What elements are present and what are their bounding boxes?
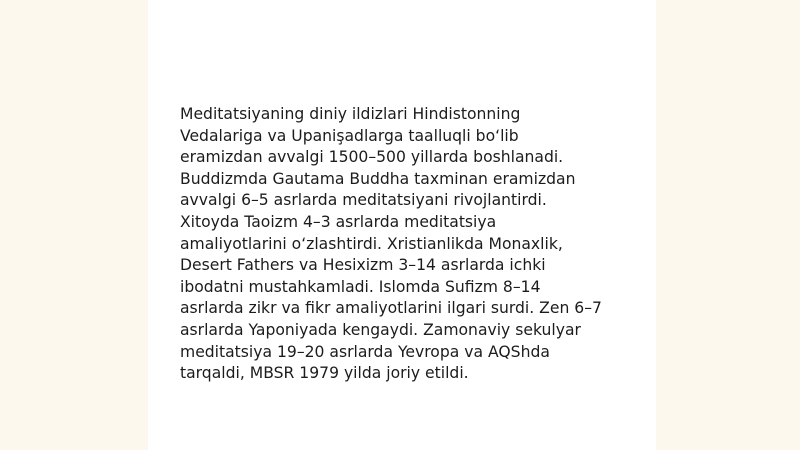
paragraph-line: Buddizmda Gautama Buddha taxminan eramizdan <box>180 169 576 188</box>
paragraph-line: Xitoyda Taoizm 4–3 asrlarda meditatsiya <box>180 212 497 231</box>
paragraph-line: meditatsiya 19–20 asrlarda Yevropa va AQShda <box>180 342 550 361</box>
body-paragraph <box>180 104 640 385</box>
paragraph-line: avvalgi 6–5 asrlarda meditatsiyani rivojlantirdi. <box>180 191 547 210</box>
paragraph-line: Vedalariga va Upanişadlarga taalluqli bo‘lib <box>180 126 519 145</box>
paragraph-line: eramizdan avvalgi 1500–500 yillarda boshlanadi. <box>180 148 564 167</box>
document-page <box>148 0 656 450</box>
paragraph-line: ibodatni mustahkamladi. Islomda Sufizm 8–14 <box>180 277 541 296</box>
paragraph-line: tarqaldi, MBSR 1979 yilda joriy etildi. <box>180 364 469 383</box>
paragraph-line: asrlarda Yaponiyada kengaydi. Zamonaviy sekulyar <box>180 320 581 339</box>
paragraph-line: Desert Fathers va Hesixizm 3–14 asrlarda ichki <box>180 256 546 275</box>
paragraph-line: Meditatsiyaning diniy ildizlari Hindistonning <box>180 105 521 123</box>
paragraph-line: asrlarda zikr va fikr amaliyotlarini ilgari surdi. Zen 6–7 <box>180 299 602 318</box>
paragraph-line: amaliyotlarini o‘zlashtirdi. Xristianlikda Monaxlik, <box>180 234 563 253</box>
